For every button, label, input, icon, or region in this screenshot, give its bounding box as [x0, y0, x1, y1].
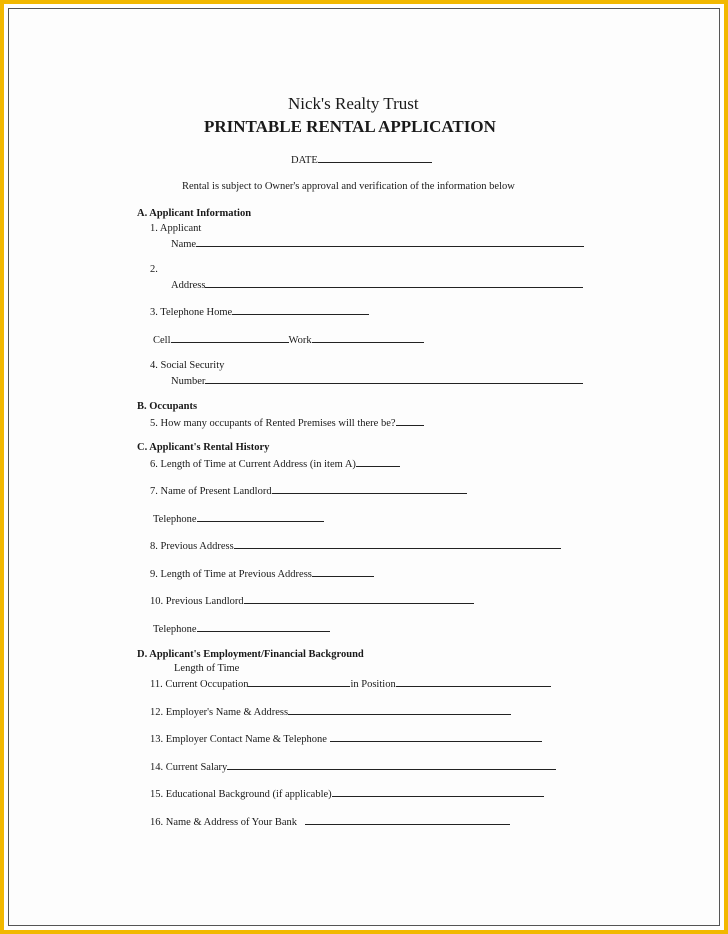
current-salary-field[interactable]	[227, 759, 556, 770]
company-name: Nick's Realty Trust	[288, 94, 419, 113]
q3-row	[150, 304, 369, 319]
q12-row	[150, 704, 511, 719]
previous-address-field[interactable]	[234, 538, 561, 549]
work-field[interactable]	[312, 332, 424, 343]
date-label: DATE	[291, 155, 318, 166]
q8-label: 8. Previous Address	[150, 541, 234, 552]
q7-row	[150, 483, 467, 498]
landlord-telephone-field[interactable]	[197, 511, 324, 522]
section-c-heading: C. Applicant's Rental History	[137, 442, 270, 453]
q1-row	[171, 236, 584, 251]
q9-row	[150, 566, 374, 581]
address-label: Address	[171, 280, 206, 291]
q10-label: 10. Previous Landlord	[150, 596, 244, 607]
section-b-heading: B. Occupants	[137, 401, 198, 412]
q2-row	[171, 277, 583, 292]
q11-row	[150, 676, 551, 691]
telephone-home-field[interactable]	[232, 304, 369, 315]
q14-row	[150, 759, 556, 774]
previous-landlord-field[interactable]	[244, 593, 474, 604]
q6-label: 6. Length of Time at Current Address (in item A)	[150, 459, 356, 470]
number-label: Number	[171, 376, 206, 387]
q15-row	[150, 786, 544, 801]
cell-field[interactable]	[171, 332, 289, 343]
current-address-length-field[interactable]	[356, 456, 400, 467]
position-length-field[interactable]	[396, 676, 551, 687]
q1-label: 1. Applicant	[150, 223, 202, 234]
form-title: PRINTABLE RENTAL APPLICATION	[204, 117, 496, 136]
q9-label: 9. Length of Time at Previous Address	[150, 569, 312, 580]
cell-work-row	[153, 332, 424, 347]
section-a-heading: A. Applicant Information	[137, 208, 252, 219]
q6-row	[150, 456, 400, 471]
q13-label: 13. Employer Contact Name & Telephone	[150, 734, 327, 745]
telephone1-row	[153, 511, 324, 526]
applicant-address-field[interactable]	[205, 277, 583, 288]
in-position-label: in Position	[350, 679, 396, 690]
q13-row	[150, 731, 542, 746]
present-landlord-field[interactable]	[272, 483, 467, 494]
telephone2-label: Telephone	[153, 624, 197, 635]
telephone2-row	[153, 621, 330, 636]
q12-label: 12. Employer's Name & Address	[150, 707, 289, 718]
q10-row	[150, 593, 474, 608]
length-of-time-label: Length of Time	[174, 663, 240, 674]
q16-label: 16. Name & Address of Your Bank	[150, 817, 297, 828]
cell-label: Cell	[153, 335, 171, 346]
q5-row	[150, 415, 424, 430]
q4-label: 4. Social Security	[150, 360, 225, 371]
name-label: Name	[171, 239, 197, 250]
educational-background-field[interactable]	[332, 786, 544, 797]
q14-label: 14. Current Salary	[150, 762, 228, 773]
applicant-name-field[interactable]	[196, 236, 584, 247]
employer-contact-field[interactable]	[330, 731, 542, 742]
q8-row	[150, 538, 561, 553]
q11-label: 11. Current Occupation	[150, 679, 249, 690]
current-occupation-field[interactable]	[248, 676, 350, 687]
date-field[interactable]	[318, 152, 432, 163]
q4-row	[171, 373, 583, 388]
occupants-field[interactable]	[396, 415, 424, 426]
telephone-home-label: 3. Telephone Home	[150, 307, 233, 318]
q5-label: 5. How many occupants of Rented Premises will there be?	[150, 418, 396, 429]
q15-label: 15. Educational Background (if applicable)	[150, 789, 332, 800]
previous-landlord-telephone-field[interactable]	[197, 621, 330, 632]
approval-notice: Rental is subject to Owner's approval and verification of the information below	[182, 181, 515, 192]
q2-label: 2.	[150, 264, 158, 275]
work-label: Work	[288, 335, 312, 346]
q7-label: 7. Name of Present Landlord	[150, 486, 272, 497]
q16-row	[150, 814, 510, 829]
bank-name-address-field[interactable]	[305, 814, 510, 825]
telephone1-label: Telephone	[153, 514, 197, 525]
section-d-heading: D. Applicant's Employment/Financial Background	[137, 649, 364, 660]
employer-name-address-field[interactable]	[288, 704, 511, 715]
social-security-field[interactable]	[205, 373, 583, 384]
previous-address-length-field[interactable]	[312, 566, 374, 577]
date-row	[291, 152, 432, 167]
